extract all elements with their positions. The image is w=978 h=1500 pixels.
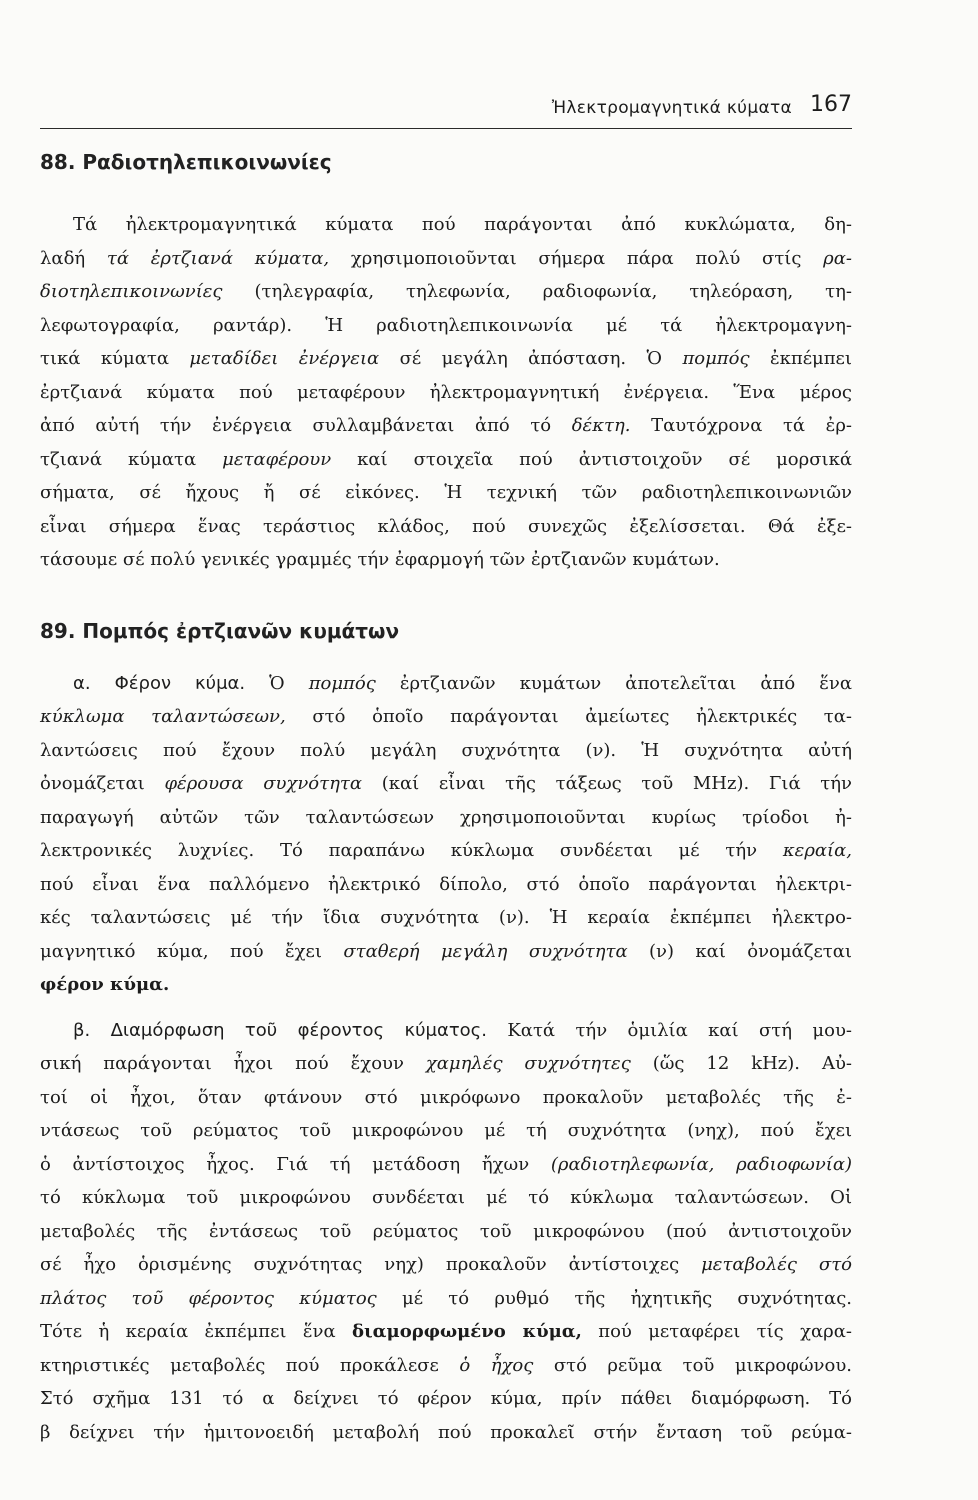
text-line: μαγνητικό κύμα, πού ἔχει σταθερή μεγάλη συχνότητα (ν) καί ὀνομάζεται [40,940,852,962]
text-line: λεκτρονικές λυχνίες. Τό παραπάνω κύκλωμα συνδέεται μέ τήν κεραία, [40,840,852,861]
text-line: παραγωγή αὐτῶν τῶν ταλαντώσεων χρησιμοποιοῦνται κυρίως τρίοδοι ἠ- [40,806,852,828]
page-number: 167 [810,92,852,117]
text-line: κτηριστικές μεταβολές πού προκάλεσε ὁ ἦχος στό ρεῦμα τοῦ μικροφώνου. [40,1354,852,1376]
text-line: β δείχνει τήν ἡμιτονοειδή μεταβολή πού προκαλεῖ στήν ἔνταση τοῦ ρεύμα- [40,1421,852,1443]
text-line: φέρον κύμα. [40,974,170,995]
subsection-a [40,667,852,1002]
text-line: ἐρτζιανά κύματα πού μεταφέρουν ἠλεκτρομαγνητική ἐνέργεια. Ἕνα μέρος [40,381,852,403]
text-line: β. Διαμόρφωση τοῦ φέροντος κύματος. Κατά τήν ὁμιλία καί στή μου- [73,1019,852,1041]
text-line: Τά ἠλεκτρομαγνητικά κύματα πού παράγονται ἀπό κυκλώματα, δη- [73,214,852,235]
text-line: τό κύκλωμα τοῦ μικροφώνου συνδέεται μέ τό κύκλωμα ταλαντώσεων. Οἱ [40,1187,852,1208]
text-line: πλάτος τοῦ φέροντος κύματος μέ τό ρυθμό τῆς ἠχητικῆς συχνότητας. [40,1287,852,1309]
text-line: λαντώσεις πού ἔχουν πολύ μεγάλη συχνότητα (ν). Ἡ συχνότητα αὐτή [40,739,852,761]
page-content [40,145,852,1449]
text-line: σική παράγονται ἦχοι πού ἔχουν χαμηλές συχνότητες (ὥς 12 kHz). Αὐ- [40,1053,852,1074]
text-line: Στό σχῆμα 131 τό α δείχνει τό φέρον κύμα, πρίν πάθει διαμόρφωση. Τό [40,1388,852,1409]
text-line: λεφωτογραφία, ραντάρ). Ἡ ραδιοτηλεπικοινωνία μέ τά ἠλεκτρομαγνη- [40,314,852,336]
text-line: Τότε ἡ κεραία ἐκπέμπει ἕνα διαμορφωμένο κύμα, πού μεταφέρει τίς χαρα- [40,1321,852,1342]
subsection-b [40,1014,852,1450]
text-line: τάσουμε σέ πολύ γενικές γραμμές τήν ἐφαρμογή τῶν ἐρτζιανῶν κυμάτων. [40,549,720,570]
section-89-heading: 89. Πομπός ἐρτζιανῶν κυμάτων [40,618,400,643]
text-line: κύκλωμα ταλαντώσεων, στό ὁποῖο παράγονται ἀμείωτες ἠλεκτρικές τα- [40,706,852,727]
text-line: τοί οἱ ἦχοι, ὅταν φτάνουν στό μικρόφωνο προκαλοῦν μεταβολές τῆς ἐ- [40,1086,852,1108]
text-line: ἀπό αὐτή τήν ἐνέργεια συλλαμβάνεται ἀπό τό δέκτη. Ταυτόχρονα τά ἐρ- [40,415,852,436]
text-line: λαδή τά ἐρτζιανά κύματα, χρησιμοποιοῦνται σήμερα πάρα πολύ στίς ρα- [40,247,852,269]
text-line: ὁ ἀντίστοιχος ἦχος. Γιά τή μετάδοση ἤχων (ραδιοτηλεφωνία, ραδιοφωνία) [40,1153,852,1175]
text-line: μεταβολές τῆς ἐντάσεως τοῦ ρεύματος τοῦ μικροφώνου (πού ἀντιστοιχοῦν [40,1220,852,1242]
text-line: εἶναι σήμερα ἕνας τεράστιος κλάδος, πού συνεχῶς ἐξελίσσεται. Θά ἐξε- [40,515,852,537]
text-line: κές ταλαντώσεις μέ τήν ἴδια συχνότητα (ν). Ἡ κεραία ἐκπέμπει ἠλεκτρο- [40,907,852,928]
text-line: διοτηλεπικοινωνίες (τηλεγραφία, τηλεφωνία, ραδιοφωνία, τηλεόραση, τη- [40,281,852,302]
section-88-heading: 88. Ραδιοτηλεπικοινωνίες [40,150,332,174]
chapter-title: Ἠλεκτρομαγνητικά κύματα [551,98,792,118]
text-line: ντάσεως τοῦ ρεύματος τοῦ μικροφώνου μέ τή συχνότητα (νηχ), πού ἔχει [40,1120,852,1141]
text-line: πού εἶναι ἕνα παλλόμενο ἠλεκτρικό δίπολο, στό ὁποῖο παράγονται ἠλεκτρι- [40,873,852,895]
subsection-a-title: α. Φέρον κύμα. [73,672,246,694]
text-line: τζιανά κύματα μεταφέρουν καί στοιχεῖα πού ἀντιστοιχοῦν σέ μορσικά [40,448,852,470]
text-line: σέ ἦχο ὁρισμένης συχνότητας νηχ) προκαλοῦν ἀντίστοιχες μεταβολές στό [40,1254,852,1275]
subsection-b-title: β. Διαμόρφωση τοῦ φέροντος κύματος. [73,1019,487,1041]
header-rule [40,128,852,129]
text-line: ὀνομάζεται φέρουσα συχνότητα (καί εἶναι τῆς τάξεως τοῦ MHz). Γιά τήν [40,773,852,794]
text-line: α. Φέρον κύμα. Ὁ πομπός ἐρτζιανῶν κυμάτων ἀποτελεῖται ἀπό ἕνα [73,672,853,694]
text-line: τικά κύματα μεταδίδει ἐνέργεια σέ μεγάλη ἀπόσταση. Ὁ πομπός ἐκπέμπει [40,348,852,369]
text-line: σήματα, σέ ἤχους ἤ σέ εἰκόνες. Ἡ τεχνική τῶν ραδιοτηλεπικοινωνιῶν [40,482,852,503]
running-header [40,92,852,126]
section-88-paragraph [40,208,852,577]
